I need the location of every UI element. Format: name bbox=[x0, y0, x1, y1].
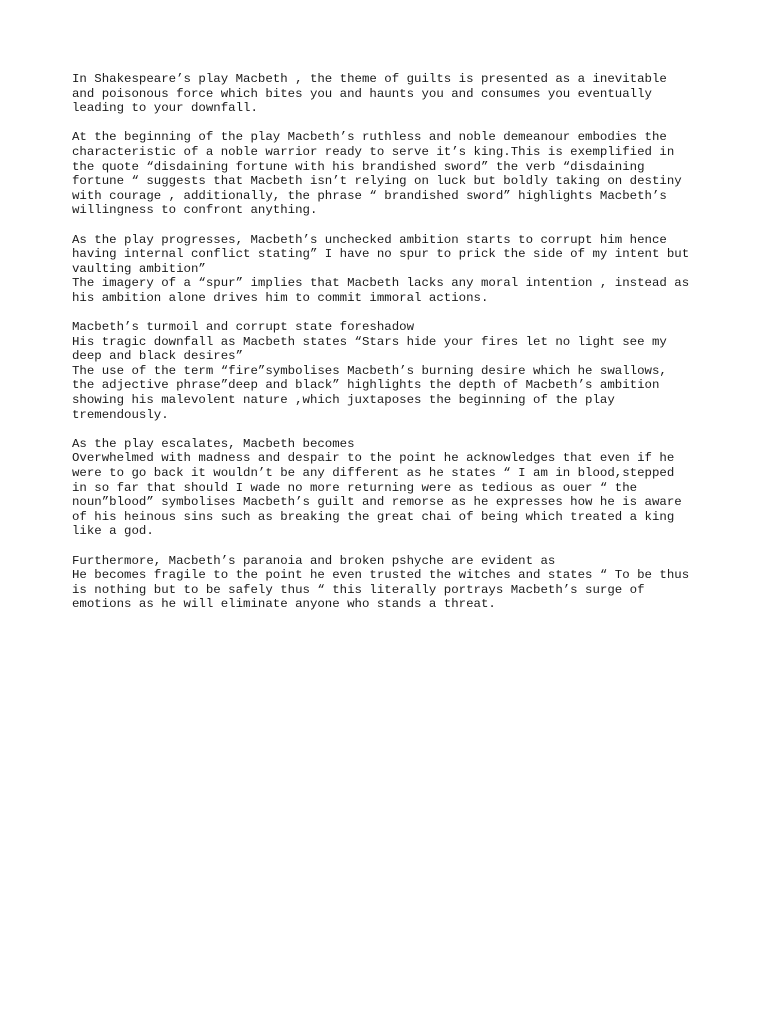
text-line: The imagery of a “spur” implies that Macbeth lacks any moral intention , instead as bbox=[72, 276, 690, 291]
text-line: of his heinous sins such as breaking the great chai of being which treated a king bbox=[72, 509, 675, 524]
text-line: leading to your downfall. bbox=[72, 101, 258, 116]
text-line: is nothing but to be safely thus “ this literally portrays Macbeth’s surge of bbox=[72, 582, 645, 597]
paragraph-turmoil bbox=[72, 320, 722, 422]
text-line: In Shakespeare’s play Macbeth , the theme of guilts is presented as a inevitable bbox=[72, 72, 667, 86]
text-line: willingness to confront anything. bbox=[72, 203, 318, 218]
text-line: the adjective phrase”deep and black” highlights the depth of Macbeth’s ambition bbox=[72, 378, 660, 393]
paragraph-escalation bbox=[72, 437, 722, 539]
text-line: As the play progresses, Macbeth’s unchecked ambition starts to corrupt him hence bbox=[72, 232, 667, 247]
paragraph-beginning bbox=[72, 130, 722, 218]
text-line: were to go back it wouldn’t be any different as he states “ I am in blood,stepped bbox=[72, 466, 675, 481]
text-line: emotions as he will eliminate anyone who stands a threat. bbox=[72, 597, 496, 612]
text-line: the quote “disdaining fortune with his brandished sword” the verb “disdaining bbox=[72, 159, 645, 174]
text-line: his ambition alone drives him to commit immoral actions. bbox=[72, 290, 489, 305]
text-line: Macbeth’s turmoil and corrupt state foreshadow bbox=[72, 320, 415, 335]
text-line: The use of the term “fire”symbolises Macbeth’s burning desire which he swallows, bbox=[72, 363, 667, 378]
text-line: vaulting ambition” bbox=[72, 261, 206, 276]
text-line: Furthermore, Macbeth’s paranoia and broken pshyche are evident as bbox=[72, 553, 556, 568]
text-line: showing his malevolent nature ,which juxtaposes the beginning of the play bbox=[72, 393, 615, 408]
text-line: deep and black desires” bbox=[72, 349, 244, 364]
text-line: Overwhelmed with madness and despair to the point he acknowledges that even if he bbox=[72, 451, 675, 466]
text-line: having internal conflict stating” I have no spur to prick the side of my intent but bbox=[72, 247, 690, 262]
text-line: His tragic downfall as Macbeth states “Stars hide your fires let no light see my bbox=[72, 334, 667, 349]
paragraph-ambition bbox=[72, 233, 722, 306]
document-page bbox=[72, 72, 722, 627]
text-line: fortune “ suggests that Macbeth isn’t relying on luck but boldly taking on destiny bbox=[72, 174, 682, 189]
text-line: characteristic of a noble warrior ready to serve it’s king.This is exemplified in bbox=[72, 144, 675, 159]
paragraph-intro bbox=[72, 72, 722, 116]
text-line: At the beginning of the play Macbeth’s ruthless and noble demeanour embodies the bbox=[72, 130, 667, 145]
text-line: noun”blood” symbolises Macbeth’s guilt and remorse as he expresses how he is aware bbox=[72, 495, 682, 510]
text-line: with courage , additionally, the phrase “ brandished sword” highlights Macbeth’s bbox=[72, 188, 667, 203]
text-line: like a god. bbox=[72, 524, 154, 539]
text-line: and poisonous force which bites you and haunts you and consumes you eventually bbox=[72, 86, 652, 101]
paragraph-paranoia bbox=[72, 554, 722, 612]
text-line: tremendously. bbox=[72, 407, 169, 422]
text-line: As the play escalates, Macbeth becomes bbox=[72, 436, 355, 451]
text-line: He becomes fragile to the point he even trusted the witches and states “ To be thus bbox=[72, 568, 690, 583]
text-line: in so far that should I wade no more returning were as tedious as ouer “ the bbox=[72, 480, 638, 495]
